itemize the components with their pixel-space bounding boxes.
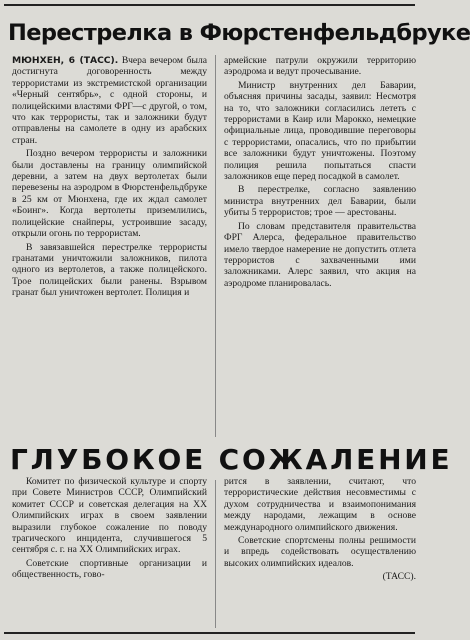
top-rule	[4, 4, 415, 6]
article-headline: Перестрелка в Фюрстенфельдбруке	[8, 20, 470, 46]
article-column-left	[12, 55, 207, 299]
article-paragraph: По словам представителя правительства ФРГ Алерса, федеральное правительство имело твердое намерение не допустить отлета террористов с захваченными ими заложниками. Алерс заявил, что акция на аэродроме планировалась.	[224, 220, 416, 289]
second-article-column-right	[224, 476, 416, 583]
second-article-column-left	[12, 476, 207, 581]
paragraph-text: Вчера вечером была достигнута договоренность между террористами из экстремистской организации «Черный сентябрь», с одной стороны, и полицейскими властями ФРГ—с другой, о том, что как террористы, так и заложники будут отправлены на самолете в одну из арабских стран.	[12, 55, 207, 146]
article-paragraph: Министр внутренних дел Баварии, объясняя причины засады, заявил: Несмотря на то, что заложники согласились лететь с террористами в Каир или Марокко, немецкие официальные лица, проводившие переговоры с террористами, опасались, что по прибытии все заложники будут уничтожены. Поэтому полиция решила попытаться спасти заложников еще перед посадкой в самолет.	[224, 79, 416, 183]
article-paragraph: Советские спортивные организации и общественность, гово-	[12, 557, 207, 581]
article-lead-paragraph	[12, 55, 207, 146]
article-paragraph: Комитет по физической культуре и спорту при Совете Министров СССР, Олимпийский комитет СССР и советская делегация на XX Олимпийских играх в своем заявлении выразили глубокое сожаление по поводу трагического инцидента, случившегося 5 сентября с. г. на XX Олимпийских играх.	[12, 476, 207, 556]
second-article-headline: ГЛУБОКОЕ СОЖАЛЕНИЕ	[10, 443, 453, 476]
article-paragraph: В перестрелке, согласно заявлению министра внутренних дел Баварии, были убиты 5 террористов; трое — арестованы.	[224, 184, 416, 219]
article-paragraph: рится в заявлении, считают, что террористические действия несовместимы с духом сотрудничества и взаимопонимания между народами, лежащим в основе международного олимпийского движения.	[224, 476, 416, 533]
article-paragraph: Советские спортсмены полны решимости и впредь содействовать осуществлению высоких олимпийских идеалов.	[224, 535, 416, 569]
news-agency-signoff: (ТАСС).	[382, 571, 416, 583]
article-column-right	[224, 55, 416, 289]
article-paragraph: Поздно вечером террористы и заложники были доставлены на границу олимпийской деревни, а затем на двух вертолетах были перевезены на аэродром в Фюрстенфельдбруке в 25 км от Мюнхена, где их ждал самолет «Боинг». Когда вертолеты приземлились, полицейские снайперы, устроившие засаду, открыли огонь по террористам.	[12, 148, 207, 240]
dateline: МЮНХЕН, 6 (ТАСС).	[12, 55, 119, 66]
column-divider	[215, 55, 216, 437]
bottom-rule	[4, 632, 415, 634]
article-paragraph: В завязавшейся перестрелке террористы гранатами уничтожили заложников, пилота одного из вертолетов, а также полицейского. Трое полицейских были ранены. Взрывом гранат был уничтожен вертолет. Полиция и	[12, 241, 207, 299]
column-divider	[215, 480, 216, 628]
article-paragraph: армейские патрули окружили территорию аэродрома и ведут прочесывание.	[224, 55, 416, 78]
